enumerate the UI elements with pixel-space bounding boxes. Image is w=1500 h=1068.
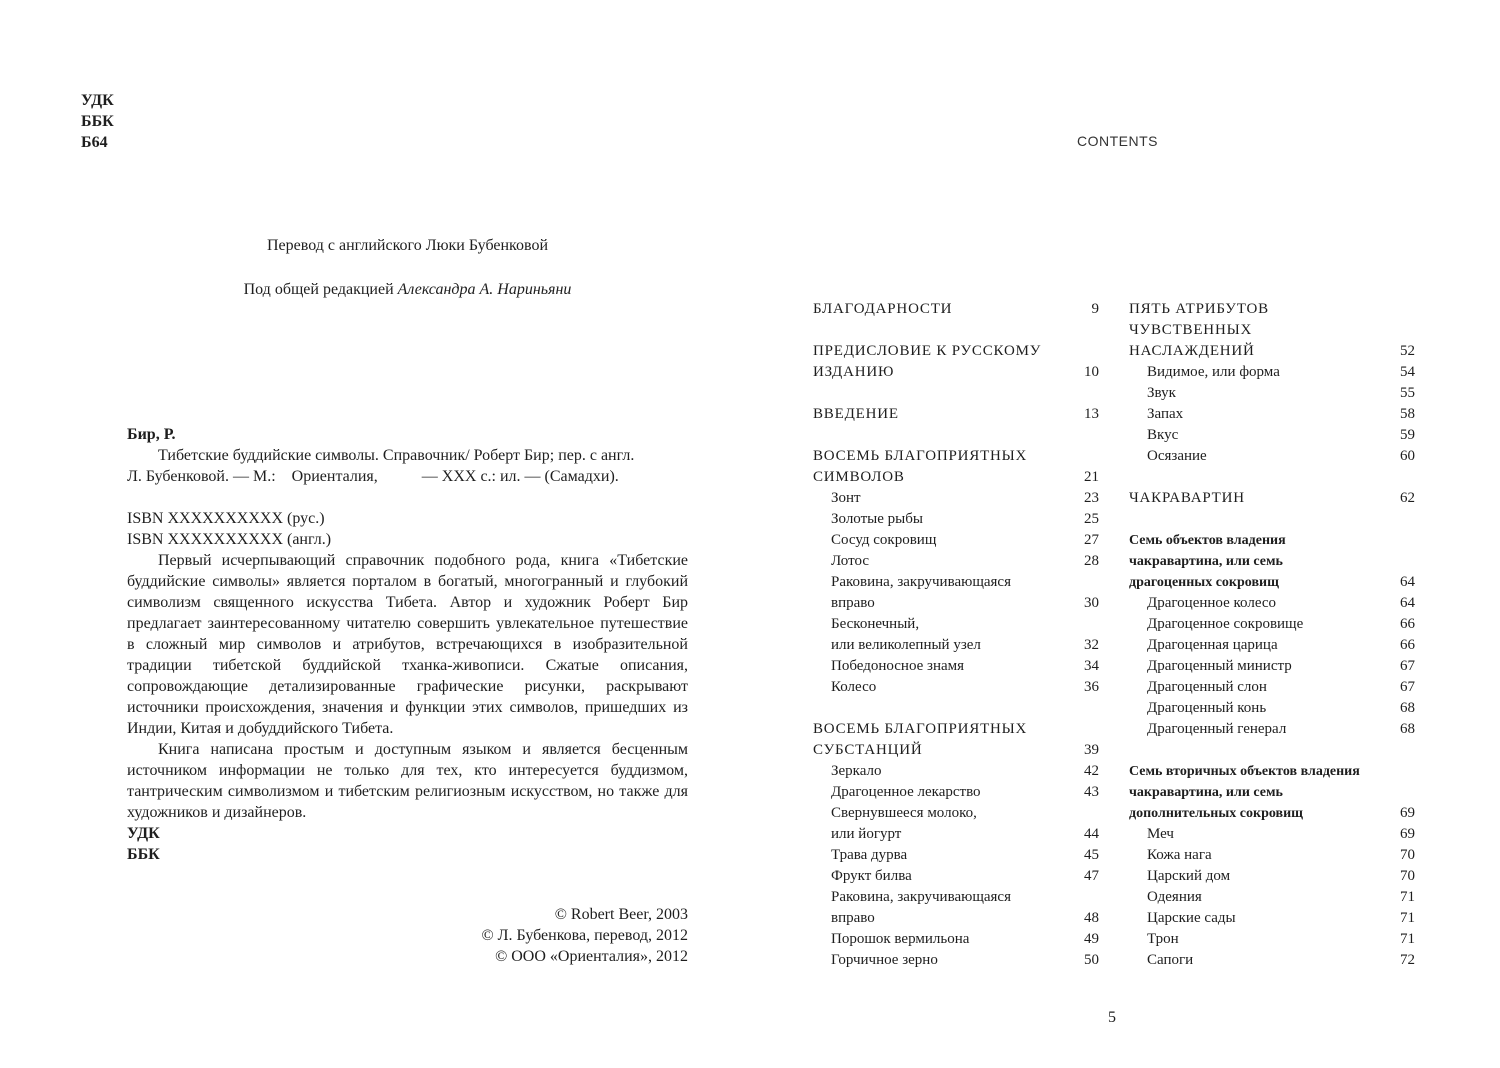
toc-entry bbox=[813, 803, 1099, 845]
toc-entry bbox=[813, 572, 1099, 614]
toc-gap bbox=[813, 320, 1099, 341]
toc-entry bbox=[813, 509, 1099, 530]
toc-entry-title: Драгоценный министр bbox=[1147, 658, 1292, 674]
toc-entry-title: Семь вторичных объектов владения bbox=[1129, 764, 1360, 779]
toc-entry-title: Видимое, или форма bbox=[1147, 364, 1280, 380]
toc-entry bbox=[1129, 446, 1415, 467]
editor-credit bbox=[127, 281, 688, 299]
toc-page-number: 70 bbox=[1400, 868, 1415, 884]
toc-page-number: 13 bbox=[1084, 406, 1099, 422]
toc-page-number: 34 bbox=[1084, 658, 1099, 674]
toc-entry-title: Горчичное зерно bbox=[831, 952, 938, 968]
toc-entry-title: Свернувшееся молоко, bbox=[831, 805, 977, 821]
bib-line-2: Л. Бубенковой. — М.: Ориенталия, — XXX с.: ил. — (Самадхи). bbox=[127, 468, 619, 485]
editor-prefix: Под общей редакцией bbox=[243, 281, 398, 298]
toc-entry-title: Фрукт билва bbox=[831, 868, 912, 884]
toc-entry-title: Вкус bbox=[1147, 427, 1179, 443]
toc-page-number: 21 bbox=[1084, 469, 1099, 485]
toc-page-number: 23 bbox=[1084, 490, 1099, 506]
toc-entry bbox=[1129, 698, 1415, 719]
toc-entry bbox=[813, 677, 1099, 698]
toc-entry-title: ЧУВСТВЕННЫХ bbox=[1129, 322, 1253, 338]
toc-page-number: 71 bbox=[1400, 889, 1415, 905]
author-heading: Бир, Р. bbox=[127, 426, 176, 443]
toc-entry-title: Царский дом bbox=[1147, 868, 1231, 884]
toc-column-2 bbox=[1129, 299, 1415, 971]
toc-page-number: 66 bbox=[1400, 637, 1415, 653]
toc-entry-title: БЛАГОДАРНОСТИ bbox=[813, 301, 953, 317]
contents-title: CONTENTS bbox=[1077, 133, 1158, 149]
classification-codes bbox=[81, 90, 114, 153]
toc-entry-title: Бесконечный, bbox=[831, 616, 920, 632]
toc-entry bbox=[1129, 383, 1415, 404]
toc-entry-title: ЧАКРАВАРТИН bbox=[1129, 490, 1245, 506]
toc-page-number: 42 bbox=[1084, 763, 1099, 779]
toc-entry-title: чакравартина, или семь bbox=[1129, 785, 1283, 800]
toc-entry-title: Драгоценный конь bbox=[1147, 700, 1267, 716]
bottom-bbk: ББК bbox=[127, 846, 160, 863]
toc-page-number: 36 bbox=[1084, 679, 1099, 695]
toc-entry bbox=[813, 404, 1099, 425]
toc-gap bbox=[813, 698, 1099, 719]
toc-page-number: 50 bbox=[1084, 952, 1099, 968]
toc-page-number: 47 bbox=[1084, 868, 1099, 884]
toc-page-number: 69 bbox=[1400, 826, 1415, 842]
toc-entry-title: Победоносное знамя bbox=[831, 658, 965, 674]
toc-entry bbox=[1129, 719, 1415, 740]
toc-entry bbox=[813, 551, 1099, 572]
toc-page-number: 67 bbox=[1400, 658, 1415, 674]
toc-page-number: 43 bbox=[1084, 784, 1099, 800]
toc-gap bbox=[1129, 509, 1415, 530]
toc-entry-title: ИЗДАНИЮ bbox=[813, 364, 895, 380]
bbk-code: ББК bbox=[81, 113, 114, 130]
toc-entry bbox=[1129, 950, 1415, 971]
toc-page-number: 71 bbox=[1400, 931, 1415, 947]
toc-entry bbox=[1129, 677, 1415, 698]
toc-entry-title: Звук bbox=[1147, 385, 1176, 401]
toc-entry bbox=[1129, 404, 1415, 425]
toc-entry bbox=[1129, 929, 1415, 950]
toc-entry bbox=[1129, 656, 1415, 677]
toc-entry bbox=[813, 845, 1099, 866]
toc-entry bbox=[1129, 362, 1415, 383]
toc-page-number: 44 bbox=[1084, 826, 1099, 842]
toc-entry bbox=[813, 929, 1099, 950]
toc-page-number: 58 bbox=[1400, 406, 1415, 422]
toc-entry bbox=[1129, 614, 1415, 635]
toc-entry-title: Колесо bbox=[831, 679, 877, 695]
toc-page-number: 49 bbox=[1084, 931, 1099, 947]
toc-page-number: 64 bbox=[1400, 595, 1415, 611]
toc-gap bbox=[1129, 467, 1415, 488]
bib-line-1: Тибетские буддийские символы. Справочник/ Роберт Бир; пер. с англ. bbox=[158, 447, 635, 464]
toc-entry bbox=[1129, 887, 1415, 908]
toc-page-number: 28 bbox=[1084, 553, 1099, 569]
toc-page-number: 39 bbox=[1084, 742, 1099, 758]
toc-column-1 bbox=[813, 299, 1099, 971]
toc-entry-title: Золотые рыбы bbox=[831, 511, 923, 527]
toc-page-number: 71 bbox=[1400, 910, 1415, 926]
toc-gap bbox=[813, 383, 1099, 404]
toc-entry-title: Порошок вермильона bbox=[831, 931, 970, 947]
author-mark: Б64 bbox=[81, 134, 108, 151]
toc-entry bbox=[813, 614, 1099, 656]
toc-entry-title: Зонт bbox=[831, 490, 861, 506]
toc-page-number: 30 bbox=[1084, 595, 1099, 611]
translator-credit: Перевод с английского Люки Бубенковой bbox=[266, 237, 548, 254]
toc-entry-title: Кожа нага bbox=[1147, 847, 1212, 863]
copyright-block bbox=[300, 904, 688, 967]
toc-entry bbox=[1129, 824, 1415, 845]
toc-entry-title: Драгоценный генерал bbox=[1147, 721, 1287, 737]
toc-entry-title: вправо bbox=[831, 595, 875, 611]
copyright-line: © Robert Beer, 2003 bbox=[554, 906, 688, 923]
toc-page-number: 55 bbox=[1400, 385, 1415, 401]
toc-page-number: 66 bbox=[1400, 616, 1415, 632]
toc-entry-title: дополнительных сокровищ bbox=[1129, 806, 1303, 821]
toc-entry bbox=[813, 950, 1099, 971]
toc-entry bbox=[813, 341, 1099, 383]
toc-entry bbox=[1129, 866, 1415, 887]
toc-entry-title: Царские сады bbox=[1147, 910, 1236, 926]
toc-entry-title: Лотос bbox=[831, 553, 869, 569]
toc-entry bbox=[1129, 530, 1415, 593]
toc-gap bbox=[813, 425, 1099, 446]
udk-code: УДК bbox=[81, 92, 114, 109]
toc-entry-title: ПЯТЬ АТРИБУТОВ bbox=[1129, 301, 1269, 317]
toc-entry-title: Сапоги bbox=[1147, 952, 1194, 968]
toc-page-number: 48 bbox=[1084, 910, 1099, 926]
toc-page-number: 60 bbox=[1400, 448, 1415, 464]
toc-entry bbox=[1129, 299, 1415, 362]
toc-page-number: 32 bbox=[1084, 637, 1099, 653]
toc-entry-title: ВВЕДЕНИЕ bbox=[813, 406, 899, 422]
annotation-paragraph-2: Книга написана простым и доступным языком и является бесценным источником информации не только для тех, кто интересуется буддизмом, тантрическим символизмом и тибетским религиозным искусством, но также для художников и дизайнеров. bbox=[127, 741, 688, 821]
toc-entry-title: Сосуд сокровищ bbox=[831, 532, 937, 548]
toc-entry bbox=[1129, 425, 1415, 446]
toc-entry-title: Осязание bbox=[1147, 448, 1207, 464]
toc-page-number: 45 bbox=[1084, 847, 1099, 863]
toc-page-number: 59 bbox=[1400, 427, 1415, 443]
editor-name: Александра А. Нариньяни bbox=[397, 281, 572, 298]
toc-entry bbox=[813, 488, 1099, 509]
toc-entry bbox=[813, 656, 1099, 677]
toc-entry-title: Драгоценный слон bbox=[1147, 679, 1267, 695]
toc-page-number: 10 bbox=[1084, 364, 1099, 380]
toc-entry-title: ВОСЕМЬ БЛАГОПРИЯТНЫХ bbox=[813, 448, 1028, 464]
toc-entry-title: Раковина, закручивающаяся bbox=[831, 889, 1011, 905]
toc-entry-title: Одеяния bbox=[1147, 889, 1202, 905]
toc-entry bbox=[1129, 845, 1415, 866]
toc-entry-title: СИМВОЛОВ bbox=[813, 469, 905, 485]
toc-entry bbox=[1129, 593, 1415, 614]
isbn-rus: ISBN XXXXXXXXXX (рус.) bbox=[127, 510, 325, 527]
toc-page-number: 52 bbox=[1400, 343, 1415, 359]
toc-entry-title: Драгоценное лекарство bbox=[831, 784, 981, 800]
toc-entry bbox=[813, 887, 1099, 929]
toc-entry bbox=[813, 719, 1099, 761]
toc-entry-title: вправо bbox=[831, 910, 875, 926]
page-number: 5 bbox=[1108, 1009, 1116, 1026]
toc-entry bbox=[813, 446, 1099, 488]
toc-entry-title: Трон bbox=[1147, 931, 1179, 947]
toc-entry-title: или великолепный узел bbox=[831, 637, 981, 653]
toc-entry-title: или йогурт bbox=[831, 826, 902, 842]
toc-entry-title: Меч bbox=[1147, 826, 1174, 842]
toc-entry bbox=[1129, 488, 1415, 509]
toc-entry bbox=[813, 761, 1099, 782]
toc-page-number: 27 bbox=[1084, 532, 1099, 548]
toc-entry-title: Драгоценное колесо bbox=[1147, 595, 1277, 611]
toc-entry-title: Драгоценная царица bbox=[1147, 637, 1278, 653]
bibliographic-record bbox=[127, 424, 688, 865]
annotation-paragraph-1: Первый исчерпывающий справочник подобного рода, книга «Тибетские буддийские символы» является порталом в богатый, многогранный и глубокий символизм священного искусства Тибета. Автор и художник Роберт Бир предлагает заинтересованному читателю совершить увлекательное путешествие в сложный мир символов и атрибутов, встречающихся в изобразительной традиции тибетской буддийской тханка-живописи. Сжатые описания, сопровождающие детализированные графические рисунки, раскрывают источники происхождения, значения и функции этих символов, пришедших из Индии, Китая и добуддийского Тибета. bbox=[127, 552, 688, 737]
toc-page-number: 9 bbox=[1091, 301, 1099, 317]
toc-page-number: 68 bbox=[1400, 721, 1415, 737]
toc-entry bbox=[813, 299, 1099, 320]
copyright-line: © ООО «Ориенталия», 2012 bbox=[495, 948, 688, 965]
toc-entry-title: чакравартина, или семь bbox=[1129, 554, 1283, 569]
toc-entry-title: Зеркало bbox=[831, 763, 882, 779]
toc-entry bbox=[1129, 908, 1415, 929]
toc-entry bbox=[813, 866, 1099, 887]
toc-page-number: 68 bbox=[1400, 700, 1415, 716]
toc-entry-title: СУБСТАНЦИЙ bbox=[813, 742, 923, 758]
bottom-udk: УДК bbox=[127, 825, 160, 842]
toc-gap bbox=[1129, 740, 1415, 761]
toc-page-number: 67 bbox=[1400, 679, 1415, 695]
toc-page-number: 70 bbox=[1400, 847, 1415, 863]
copyright-line: © Л. Бубенкова, перевод, 2012 bbox=[481, 927, 688, 944]
toc-entry-title: Драгоценное сокровище bbox=[1147, 616, 1304, 632]
toc-entry bbox=[813, 530, 1099, 551]
toc-entry-title: Запах bbox=[1147, 406, 1184, 422]
toc-entry bbox=[1129, 635, 1415, 656]
isbn-eng: ISBN XXXXXXXXXX (англ.) bbox=[127, 531, 332, 548]
toc-entry bbox=[1129, 761, 1415, 824]
toc-page-number: 64 bbox=[1400, 574, 1415, 590]
toc-entry-title: ПРЕДИСЛОВИЕ К РУССКОМУ bbox=[813, 343, 1042, 359]
toc-page-number: 25 bbox=[1084, 511, 1099, 527]
toc-page-number: 54 bbox=[1400, 364, 1415, 380]
toc-page-number: 62 bbox=[1400, 490, 1415, 506]
toc-page-number: 72 bbox=[1400, 952, 1415, 968]
toc-entry-title: драгоценных сокровищ bbox=[1129, 575, 1279, 590]
toc-entry-title: ВОСЕМЬ БЛАГОПРИЯТНЫХ bbox=[813, 721, 1028, 737]
toc-entry-title: НАСЛАЖДЕНИЙ bbox=[1129, 343, 1255, 359]
toc-entry-title: Трава дурва bbox=[831, 847, 908, 863]
toc-entry-title: Раковина, закручивающаяся bbox=[831, 574, 1011, 590]
toc-entry-title: Семь объектов владения bbox=[1129, 533, 1286, 548]
toc-page-number: 69 bbox=[1400, 805, 1415, 821]
toc-entry bbox=[813, 782, 1099, 803]
